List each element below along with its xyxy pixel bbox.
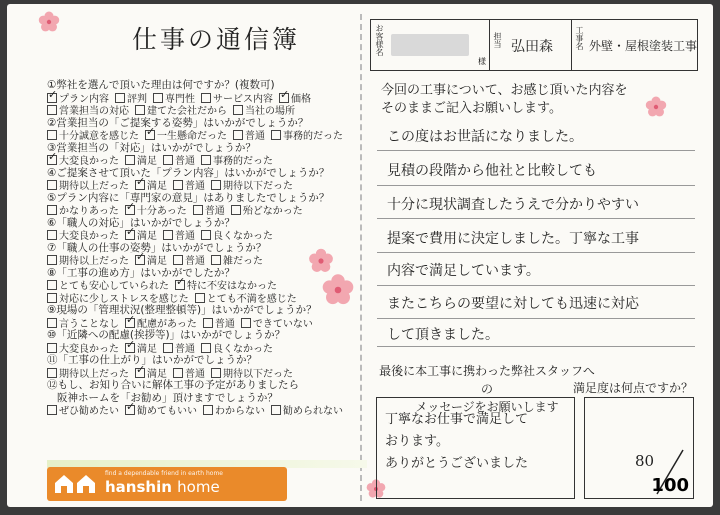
satisfaction-title: 満足度は何点ですか？ (573, 381, 694, 395)
option-row (47, 205, 309, 217)
option-row (47, 318, 319, 330)
option-label: 専門性 (165, 93, 195, 105)
checkbox[interactable] (201, 155, 211, 165)
checkbox[interactable] (201, 343, 211, 353)
checkbox[interactable] (135, 368, 145, 378)
option-label: 建てた会社だから (147, 106, 227, 117)
checkbox[interactable] (47, 280, 57, 290)
info-header (370, 19, 698, 71)
option[interactable] (47, 405, 119, 417)
comment-line: この度はお世話になりました。 (387, 129, 583, 145)
customer-name-redacted (391, 34, 469, 56)
option[interactable] (115, 93, 147, 105)
option[interactable] (125, 343, 157, 355)
brand-logo (105, 478, 220, 496)
option[interactable] (163, 343, 195, 355)
option-label: できていない (252, 318, 313, 330)
option[interactable] (135, 105, 227, 117)
option[interactable] (47, 318, 119, 330)
option-row (47, 280, 283, 292)
option-label: 評判 (127, 93, 147, 105)
checkbox[interactable] (135, 255, 145, 265)
checkbox[interactable] (175, 280, 185, 290)
option-label: 期待以下だった (223, 368, 293, 380)
checkbox[interactable] (271, 405, 281, 415)
satisfaction-score: 80 (635, 452, 655, 470)
option-label: 勧められない (283, 406, 343, 417)
option[interactable] (173, 255, 205, 267)
checkbox[interactable] (173, 368, 183, 378)
checkbox[interactable] (279, 93, 289, 103)
option-label: とても不満を感じた (206, 293, 297, 305)
checkbox[interactable] (47, 205, 57, 215)
option-label: 価格 (291, 93, 311, 105)
option-label: 十分誠意を感じた (59, 131, 139, 142)
option-label: 期待以上だった (59, 181, 129, 192)
option-label: 殆どなかった (242, 206, 303, 217)
ruled-line (377, 318, 695, 319)
fold-divider (360, 14, 362, 501)
option-label: かなりあった (59, 206, 119, 217)
checkbox[interactable] (211, 180, 221, 190)
option[interactable] (145, 130, 227, 142)
option-label: 営業担当の対応 (59, 106, 129, 117)
intro-line: そのままご記入お願いします。 (381, 101, 562, 116)
option-label: 十分あった (136, 206, 187, 217)
option[interactable] (135, 255, 167, 267)
message-line: おります。 (385, 434, 449, 449)
option-label: 満足 (137, 156, 157, 167)
checkbox[interactable] (115, 93, 125, 103)
checkbox[interactable] (125, 343, 135, 353)
option[interactable] (201, 93, 273, 105)
message-line: ありがとうございました (385, 456, 529, 471)
checkbox[interactable] (163, 343, 173, 353)
option[interactable] (47, 93, 109, 105)
option[interactable] (125, 155, 157, 167)
satisfaction-max: 100 (651, 475, 689, 496)
option[interactable] (201, 343, 273, 355)
checkbox[interactable] (47, 255, 57, 265)
option[interactable] (47, 105, 129, 117)
checkbox[interactable] (163, 155, 173, 165)
brand-hanshin: hanshin (105, 478, 172, 496)
cherry-blossom-icon (320, 272, 356, 308)
option-label: 言うことなし (59, 318, 119, 330)
checkbox[interactable] (173, 180, 183, 190)
question-label: ⑫もし、お知り合いに解体工事の予定がありましたら (47, 379, 299, 391)
message-box (376, 397, 575, 499)
option-label: 良くなかった (213, 231, 273, 242)
option-label: 勧めてもいい (137, 406, 197, 417)
option[interactable] (47, 180, 129, 192)
checkbox[interactable] (153, 93, 163, 103)
checkbox[interactable] (47, 343, 57, 353)
option-row (47, 130, 349, 142)
option[interactable] (47, 343, 119, 355)
option[interactable] (175, 280, 277, 292)
question-label: ⑦「職人の仕事の姿勢」はいかがでしょうか？ (47, 241, 267, 254)
message-line: 丁寧なお仕事で満足して (385, 412, 529, 427)
option[interactable] (47, 155, 119, 167)
customer-suffix: 様 (478, 57, 486, 66)
checkbox[interactable] (145, 130, 155, 140)
checkbox[interactable] (47, 155, 57, 165)
checkbox[interactable] (47, 293, 57, 303)
comment-line: 内容で満足しています。 (387, 263, 540, 279)
work-cell (571, 20, 697, 70)
checkbox[interactable] (231, 205, 241, 215)
checkbox[interactable] (135, 105, 145, 115)
option[interactable] (271, 405, 343, 417)
work-name: 外壁・屋根塗装工事 (589, 39, 698, 53)
option-label: 期待以下だった (223, 181, 293, 192)
option-row (47, 405, 349, 417)
checkbox[interactable] (125, 205, 135, 215)
satisfaction-box (584, 397, 694, 499)
option[interactable] (47, 255, 129, 267)
option[interactable] (201, 155, 273, 167)
option-row (47, 155, 279, 167)
checkbox[interactable] (47, 405, 57, 415)
question-label: ②営業担当の「ご提案する姿勢」はいかがでしょうか？ (47, 116, 309, 129)
brand-footer (47, 467, 287, 501)
comment-line: 見積の段階から他社と比較しても (387, 163, 597, 179)
checkbox[interactable] (47, 180, 57, 190)
option[interactable] (233, 130, 265, 142)
option[interactable] (271, 130, 343, 142)
ruled-line (377, 218, 695, 219)
checkbox[interactable] (47, 368, 57, 378)
checkbox[interactable] (203, 405, 213, 415)
option[interactable] (193, 205, 225, 217)
option-label: 満足 (147, 368, 167, 380)
option-label: 普通 (175, 231, 195, 242)
house-icon (53, 473, 75, 495)
customer-cell (371, 20, 490, 70)
option[interactable] (135, 180, 167, 192)
comment-line: 十分に現状調査したうえで分かりやすい (387, 197, 639, 213)
option-label: 普通 (175, 156, 195, 167)
option-row (47, 343, 279, 355)
option[interactable] (211, 255, 263, 267)
option-label: 普通 (245, 131, 265, 142)
cherry-blossom-icon (307, 247, 335, 275)
option[interactable] (125, 318, 197, 330)
checkbox[interactable] (47, 130, 57, 140)
option-label: 普通 (185, 181, 205, 192)
option-row (47, 368, 299, 380)
option[interactable] (203, 318, 235, 330)
option-label: 一生懸命だった (157, 131, 227, 142)
checkbox[interactable] (125, 155, 135, 165)
ruled-line (377, 346, 695, 347)
checkbox[interactable] (47, 230, 57, 240)
option-label: サービス内容 (213, 93, 273, 105)
option[interactable] (135, 368, 167, 380)
comment-line: またこちらの要望に対しても迅速に対応 (387, 296, 639, 312)
option-row (47, 93, 317, 105)
ruled-line (377, 150, 695, 151)
ruled-line (377, 185, 695, 186)
checkbox[interactable] (47, 105, 57, 115)
option-row (47, 255, 269, 267)
option[interactable] (163, 230, 195, 242)
question-label: ⑤プラン内容に「専門家の意見」はありましたでしょうか？ (47, 191, 330, 204)
checkbox[interactable] (47, 318, 57, 328)
survey-card (7, 4, 713, 507)
checkbox[interactable] (203, 318, 213, 328)
option-row (47, 293, 303, 305)
checkbox[interactable] (163, 230, 173, 240)
option-row (47, 105, 301, 117)
question-label: ③営業担当の「対応」はいかがでしょうか？ (47, 141, 256, 154)
checkbox[interactable] (47, 93, 57, 103)
question-label: 阪神ホームを「お勧め」頂けますでしょうか？ (57, 391, 278, 404)
option[interactable] (47, 130, 139, 142)
option[interactable] (125, 230, 157, 242)
checkbox[interactable] (201, 230, 211, 240)
option-label: 普通 (175, 343, 195, 355)
option-label: 特に不安はなかった (187, 281, 277, 292)
checkbox[interactable] (125, 405, 135, 415)
option[interactable] (279, 93, 311, 105)
option[interactable] (203, 405, 265, 417)
option[interactable] (125, 205, 187, 217)
option-label: 事務的だった (213, 156, 273, 167)
option-label: 期待以上だった (59, 368, 129, 380)
option[interactable] (173, 368, 205, 380)
customer-label: お客様名 (375, 24, 384, 56)
option[interactable] (153, 93, 195, 105)
option-label: 大変良かった (59, 231, 119, 242)
brand-home: home (177, 478, 220, 496)
question-label: ⑪「工事の仕上がり」はいかがでしょうか？ (47, 354, 257, 366)
staff-name: 弘田森 (511, 39, 553, 55)
option-label: 当社の場所 (245, 106, 295, 117)
option[interactable] (47, 280, 169, 292)
option[interactable] (233, 105, 295, 117)
option[interactable] (47, 205, 119, 217)
option-label: わからない (215, 406, 265, 417)
option-label: ぜひ勧めたい (59, 406, 119, 417)
work-label: 工事名 (575, 26, 584, 50)
question-label: ④ご提案させて頂いた「プラン内容」はいかがでしょうか？ (47, 166, 330, 179)
question-label: ⑩「近隣への配慮(挨拶等)」はいかがでしょうか？ (47, 329, 286, 341)
option-label: 配慮があった (137, 318, 197, 330)
option-label: 満足 (147, 256, 167, 267)
checkbox[interactable] (195, 293, 205, 303)
checkbox[interactable] (125, 230, 135, 240)
option-row (47, 180, 299, 192)
option[interactable] (241, 318, 313, 330)
checkbox[interactable] (125, 318, 135, 328)
brand-tagline: find a dependable friend in earth home (105, 470, 223, 477)
checkbox[interactable] (135, 180, 145, 190)
checkbox[interactable] (201, 93, 211, 103)
message-title-line: メッセージをお願いします (415, 400, 559, 414)
option-label: 大変良かった (59, 343, 119, 355)
question-label: ①弊社を選んで頂いた理由は何ですか？(複数可) (47, 79, 275, 91)
option-label: 満足 (137, 231, 157, 242)
option-label: 対応に少しストレスを感じた (59, 293, 189, 305)
option[interactable] (201, 230, 273, 242)
option[interactable] (211, 368, 293, 380)
option[interactable] (163, 155, 195, 167)
option[interactable] (47, 368, 129, 380)
option-label: とても安心していられた (59, 281, 169, 292)
option-label: 普通 (185, 256, 205, 267)
option-label: 雑だった (223, 256, 263, 267)
checkbox[interactable] (271, 130, 281, 140)
comment-line: 提案で費用に決定しました。丁寧な工事 (387, 231, 639, 247)
option-label: 満足 (147, 181, 167, 192)
intro-text (381, 82, 681, 118)
option-label: 事務的だった (283, 131, 343, 142)
message-title-line: 最後に本工事に携わった弊社スタッフへの (379, 364, 595, 396)
option-label: 普通 (185, 368, 205, 380)
option[interactable] (231, 205, 303, 217)
intro-line: 今回の工事について、お感じ頂いた内容を (381, 83, 628, 98)
checkbox[interactable] (233, 105, 243, 115)
option[interactable] (125, 405, 197, 417)
checkbox[interactable] (211, 368, 221, 378)
option-label: 期待以上だった (59, 256, 129, 267)
question-label: ⑧「工事の進め方」はいかがでしたか？ (47, 266, 235, 279)
ruled-line (377, 285, 695, 286)
house-icon (75, 473, 97, 495)
question-label: ⑥「職人の対応」はいかがでしょうか？ (47, 216, 235, 229)
checkbox[interactable] (173, 255, 183, 265)
comment-line: して頂きました。 (387, 327, 499, 343)
checkbox[interactable] (233, 130, 243, 140)
page-title: 仕事の通信簿 (132, 25, 301, 54)
option-label: 大変良かった (59, 156, 119, 167)
checkbox[interactable] (211, 255, 221, 265)
option-row (47, 230, 279, 242)
option[interactable] (47, 230, 119, 242)
staff-cell (489, 20, 572, 70)
option-label: プラン内容 (59, 93, 109, 105)
option-label: 普通 (214, 318, 235, 330)
option-label: 良くなかった (213, 343, 273, 355)
option-label: 普通 (204, 206, 225, 217)
question-label: ⑨現場の「管理状況(整理整頓等)」はいかがでしょうか？ (47, 304, 317, 316)
staff-label: 担当 (493, 32, 502, 48)
option-label: 満足 (137, 343, 157, 355)
ruled-line (377, 252, 695, 253)
option[interactable] (195, 293, 297, 305)
option[interactable] (211, 180, 293, 192)
cherry-blossom-icon (37, 10, 61, 34)
option[interactable] (173, 180, 205, 192)
checkbox[interactable] (241, 318, 251, 328)
checkbox[interactable] (193, 205, 203, 215)
option[interactable] (47, 293, 189, 305)
